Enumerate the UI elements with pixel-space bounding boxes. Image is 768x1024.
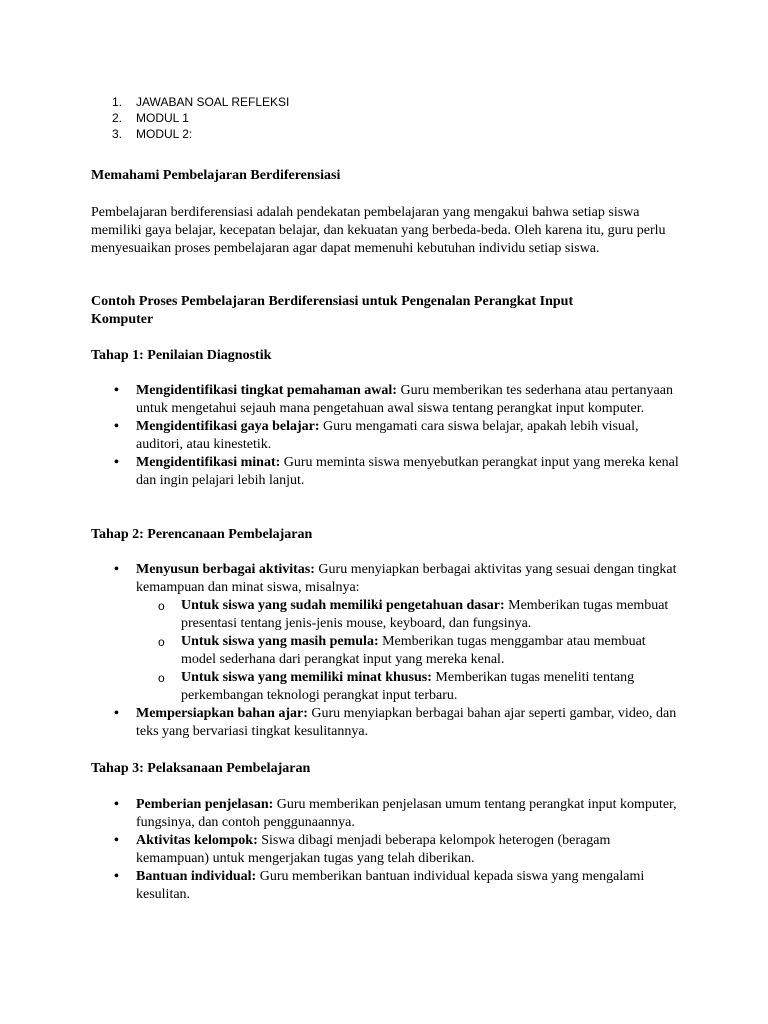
list-item: 1. JAWABAN SOAL REFLEKSI [112, 95, 290, 109]
list-item: • Bantuan individual: Guru memberikan bantuan individual kepada siswa yang mengalami kesulitan. [114, 869, 645, 902]
intro-paragraph: Pembelajaran berdiferensiasi adalah pendekatan pembelajaran yang mengakui bahwa setiap siswa memiliki gaya belajar, kecepatan belajar, dan kekuatan yang berbeda-beda. Oleh karena itu, guru perlu menyesuaikan proses pembelajaran agar dapat memenuhi kebutuhan individu setiap siswa. [91, 205, 666, 256]
stage1-title: Tahap 1: Penilaian Diagnostik [91, 348, 272, 363]
stage3-title: Tahap 3: Pelaksanaan Pembelajaran [91, 761, 311, 776]
list-item-text: MODUL 2: [136, 127, 193, 141]
list-item-text: MODUL 1 [136, 111, 189, 125]
list-item: 3. MODUL 2: [112, 127, 193, 141]
stage3-list [91, 796, 691, 904]
sub-list-item: o Untuk siswa yang sudah memiliki pengetahuan dasar: Memberikan tugas membuat presentasi tentang jenis-jenis mouse, keyboard, dan fungsinya. [158, 598, 669, 631]
numbered-list [91, 94, 691, 142]
list-item: • Mengidentifikasi minat: Guru meminta siswa menyebutkan perangkat input yang mereka kenal dan ingin pelajari lebih lanjut. [114, 455, 679, 488]
list-item: • Pemberian penjelasan: Guru memberikan penjelasan umum tentang perangkat input komputer, fungsinya, dan contoh penggunaannya. [114, 797, 677, 830]
list-item: • Mempersiapkan bahan ajar: Guru menyiapkan berbagai bahan ajar seperti gambar, video, dan teks yang bervariasi tingkat kesulitannya. [114, 706, 677, 739]
list-item-text: JAWABAN SOAL REFLEKSI [136, 95, 290, 109]
sub-list-item: o Untuk siswa yang masih pemula: Memberikan tugas menggambar atau membuat model sederhana dari perangkat input yang mereka kenal. [158, 634, 646, 667]
list-item: • Aktivitas kelompok: Siswa dibagi menjadi beberapa kelompok heterogen (beragam kemampuan) untuk mengerjakan tugas yang telah diberikan. [114, 833, 611, 866]
list-item: • Mengidentifikasi tingkat pemahaman awal: Guru memberikan tes sederhana atau pertanyaan untuk mengetahui sejauh mana pengetahuan awal siswa tentang perangkat input komputer. [114, 383, 673, 416]
sub-list-item: o Untuk siswa yang memiliki minat khusus: Memberikan tugas meneliti tentang perkembangan teknologi perangkat input terbaru. [158, 670, 635, 703]
stage1-list [91, 382, 691, 490]
example-title: Contoh Proses Pembelajaran Berdiferensiasi untuk Pengenalan Perangkat Input Komputer [91, 294, 574, 327]
list-item: • Menyusun berbagai aktivitas: Guru menyiapkan berbagai aktivitas yang sesuai dengan tingkat kemampuan dan minat siswa, misalnya: o Untuk siswa yang sudah memiliki pengetahuan dasar: Memberikan tugas membuat presentasi tentang jenis-jenis mouse, keyboard, dan fungsinya. o Untuk siswa yang masih pemula: Memberikan tugas menggambar atau membuat model sederhana dari perangkat input yang mereka kenal. o Untuk siswa yang memiliki minat khusus: Memberikan tugas meneliti tentang perkembangan teknologi perangkat input terbaru. [91, 561, 681, 705]
stage2-title: Tahap 2: Perencanaan Pembelajaran [91, 527, 313, 542]
section-title: Memahami Pembelajaran Berdiferensiasi [91, 168, 341, 183]
list-item: 2. MODUL 1 [112, 111, 189, 125]
sub-list [136, 597, 681, 705]
stage2-list [91, 561, 691, 741]
list-item: • Mengidentifikasi gaya belajar: Guru mengamati cara siswa belajar, apakah lebih visual, auditori, atau kinestetik. [114, 419, 639, 452]
